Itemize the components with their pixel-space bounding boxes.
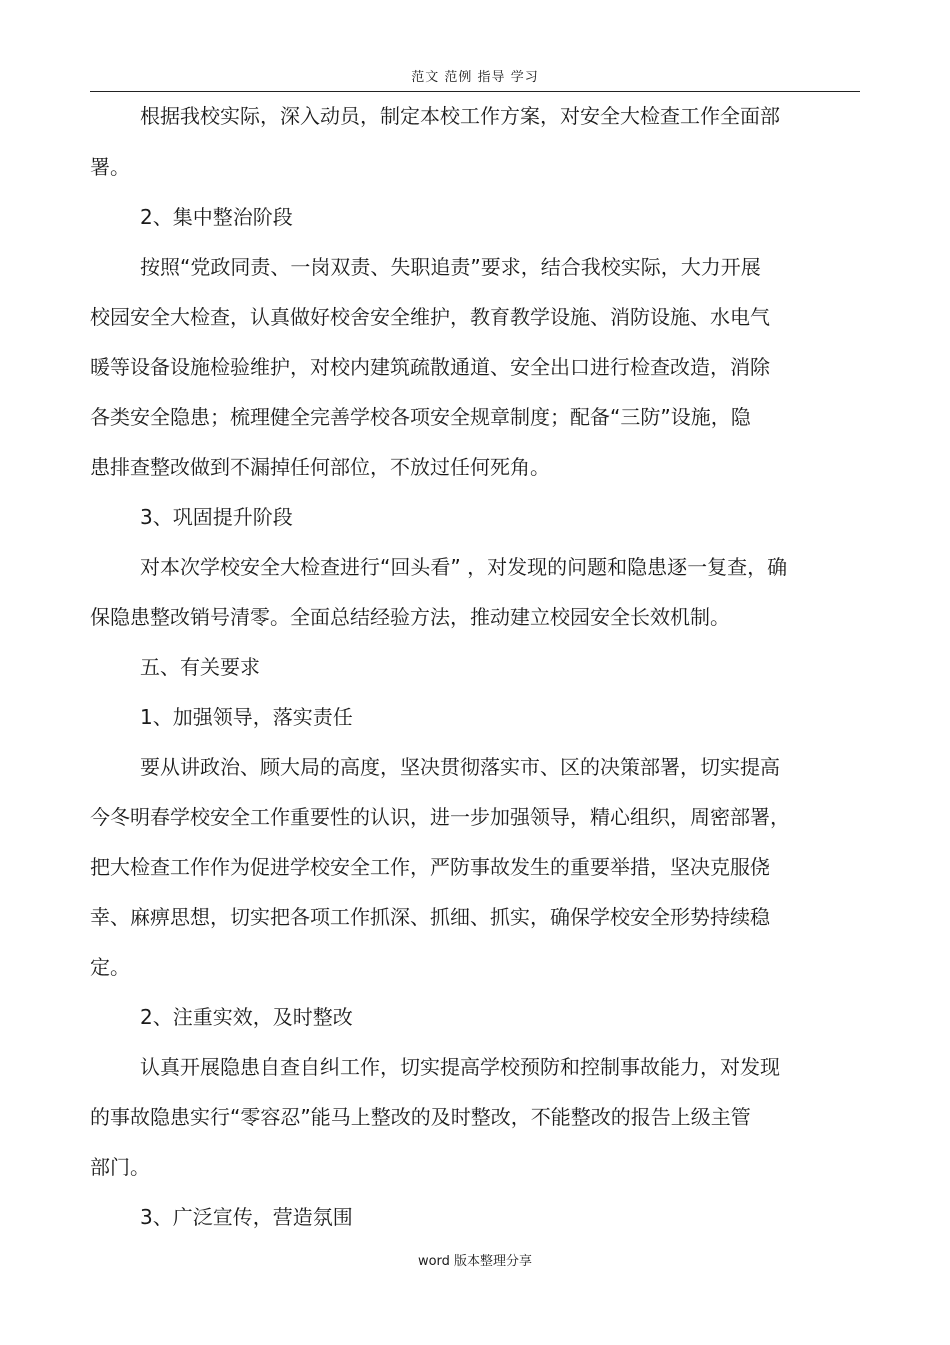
body-line: 的事故隐患实行“零容忍”能马上整改的及时整改，不能整改的报告上级主管 [90, 1105, 751, 1129]
body-line: 保隐患整改销号清零。全面总结经验方法，推动建立校园安全长效机制。 [90, 605, 730, 629]
page-header: 范文 范例 指导 学习 [411, 70, 539, 85]
body-line: 署。 [90, 155, 130, 179]
body-line: 按照“党政同责、一岗双责、失职追责”要求，结合我校实际，大力开展 [140, 255, 761, 279]
body-line: 把大检查工作作为促进学校安全工作，严防事故发生的重要举措，坚决克服侥 [90, 855, 770, 879]
body-line: 要从讲政治、顾大局的高度，坚决贯彻落实市、区的决策部署，切实提高 [140, 755, 780, 779]
header-rule [90, 91, 860, 92]
section-heading: 3、广泛宣传，营造氛围 [140, 1205, 353, 1229]
page-footer: word 版本整理分享 [417, 1254, 533, 1269]
section-heading: 2、注重实效，及时整改 [140, 1005, 353, 1029]
body-line: 定。 [90, 955, 130, 979]
body-line: 部门。 [90, 1155, 150, 1179]
body-line: 根据我校实际，深入动员，制定本校工作方案，对安全大检查工作全面部 [140, 104, 780, 128]
body-line: 幸、麻痹思想，切实把各项工作抓深、抓细、抓实，确保学校安全形势持续稳 [90, 905, 770, 929]
section-heading: 2、集中整治阶段 [140, 205, 293, 229]
body-line: 患排查整改做到不漏掉任何部位，不放过任何死角。 [90, 455, 550, 479]
section-heading: 五、有关要求 [140, 655, 260, 679]
section-heading: 1、加强领导，落实责任 [140, 705, 353, 729]
body-line: 对本次学校安全大检查进行“回头看” ，对发现的问题和隐患逐一复查，确 [140, 555, 788, 579]
body-line: 认真开展隐患自查自纠工作，切实提高学校预防和控制事故能力，对发现 [140, 1055, 780, 1079]
section-heading: 3、巩固提升阶段 [140, 505, 293, 529]
body-line: 今冬明春学校安全工作重要性的认识，进一步加强领导，精心组织，周密部署， [90, 805, 790, 829]
body-line: 校园安全大检查，认真做好校舍安全维护，教育教学设施、消防设施、水电气 [90, 305, 770, 329]
body-line: 暖等设备设施检验维护，对校内建筑疏散通道、安全出口进行检查改造，消除 [90, 355, 770, 379]
body-line: 各类安全隐患；梳理健全完善学校各项安全规章制度；配备“三防”设施，隐 [90, 405, 751, 429]
